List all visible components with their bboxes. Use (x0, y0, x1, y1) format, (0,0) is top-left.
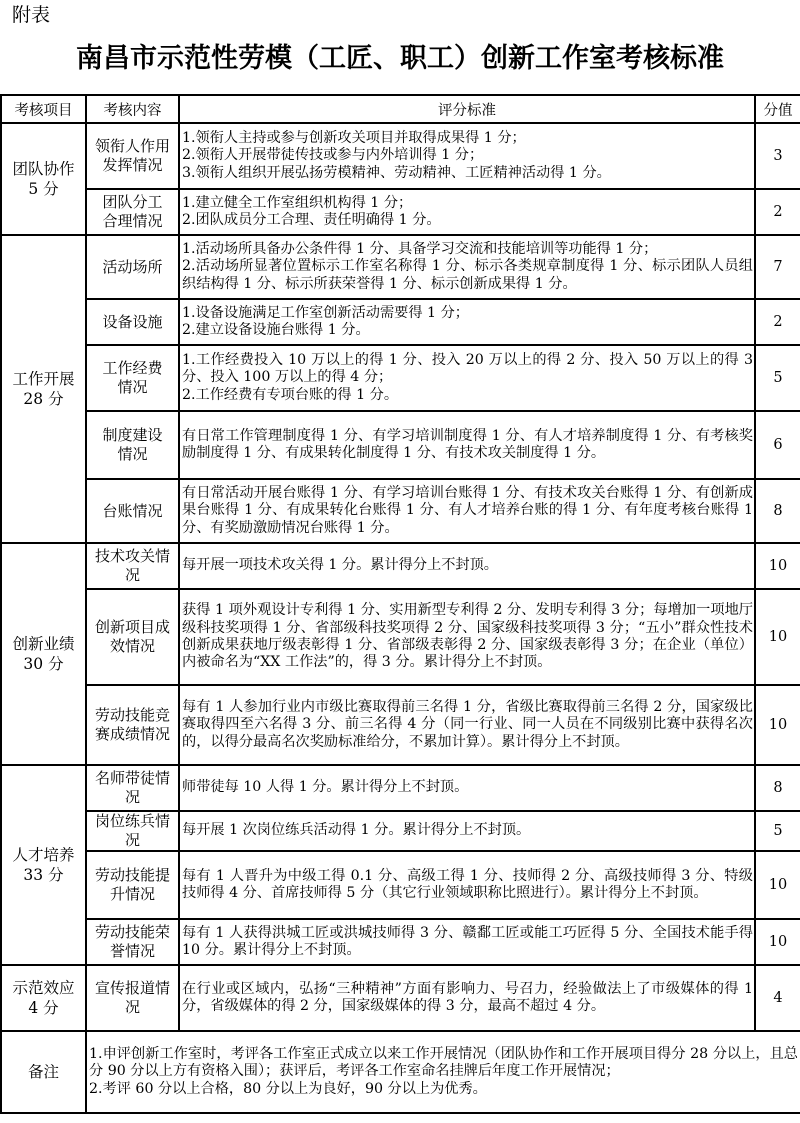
remarks-label: 备注 (1, 1031, 86, 1113)
text-line: 1.建立健全工作室组织机构得 1 分； (182, 194, 413, 211)
table-body (1, 123, 800, 1113)
text-line: 岗位练兵情 (94, 812, 170, 830)
text-line: 宣传报道情 (94, 979, 170, 997)
text-line: 1.活动场所具备办公条件得 1 分、具备学习交流和技能培训等功能得 1 分； (182, 241, 658, 258)
remarks-text (86, 1031, 800, 1113)
criteria-cell (179, 685, 755, 765)
text-line: 3.领衔人组织开展弘扬劳模精神、劳动精神、工匠精神活动得 1 分。 (182, 164, 611, 181)
text-line: 团队协作 (12, 160, 75, 178)
text-line: 设备设施 (102, 312, 163, 331)
table-row (1, 299, 800, 345)
text-line: 情况 (117, 378, 148, 396)
text-line: 况 (124, 831, 140, 849)
page-title: 南昌市示范性劳模（工匠、职工）创新工作室考核标准 (76, 43, 724, 74)
text-line: 2.建立设备设施台账得 1 分。 (182, 322, 370, 338)
criteria-cell (179, 589, 755, 685)
remarks-row (1, 1031, 800, 1113)
content-cell (86, 685, 179, 765)
text-line: 每开展 1 次岗位练兵活动得 1 分。累计得分上不封顶。 (182, 822, 531, 839)
score-cell: 2 (755, 299, 800, 345)
text-line: 况 (124, 998, 140, 1016)
content-cell (86, 189, 179, 235)
text-line: 每开展一项技术攻关得 1 分。累计得分上不封顶。 (182, 557, 498, 574)
criteria-cell (179, 543, 755, 589)
content-cell (86, 235, 179, 299)
table-row (1, 919, 800, 965)
table-row (1, 685, 800, 765)
assessment-table (0, 94, 800, 1114)
text-line: 有日常活动开展台账得 1 分、有学习培训台账得 1 分、有技术攻关台账得 1 分、有创新成果台账得 1 分、有成果转化台账得 1 分、有人才培养台账的得 1 分、有年度考核台账得 1 分、有奖励激励情况台账得 1 分。 (182, 485, 753, 536)
criteria-cell (179, 479, 755, 543)
text-line: 师带徒每 10 人得 1 分。累计得分上不封顶。 (182, 779, 469, 796)
content-cell (86, 411, 179, 479)
text-line: 2.领衔人开展带徒传技或参与内外培训得 1 分； (182, 147, 484, 164)
header-content: 考核内容 (86, 95, 179, 123)
content-cell (86, 765, 179, 811)
text-line: 获得 1 项外观设计专利得 1 分、实用新型专利得 2 分、发明专利得 3 分；每增加一项地厅级科技奖项得 1 分、省部级科技奖项得 2 分、国家级科技奖项得 3 分；“五小”群众性技术创新成果获地厅级表彰得 1 分、省部级表彰得 2 分、国家级表彰得 3 分；在企业（单位）内被命名为“XX 工作法”的，得 3 分。累计得分上不封顶。 (182, 602, 753, 671)
text-line: 1.领衔人主持或参与创新攻关项目并取得成果得 1 分； (182, 130, 526, 147)
text-line: 28 分 (23, 390, 64, 408)
text-line: 劳动技能荣 (94, 923, 170, 941)
score-cell: 6 (755, 411, 800, 479)
criteria-cell (179, 411, 755, 479)
score-cell: 4 (755, 965, 800, 1031)
header-item: 考核项目 (1, 95, 86, 123)
score-cell: 3 (755, 123, 800, 189)
table-row (1, 965, 800, 1031)
text-line: 每有 1 人晋升为中级工得 0.1 分、高级工得 1 分、技师得 2 分、高级技师得 3 分、特级技师得 4 分、首席技师得 5 分（其它行业领域职称比照进行）。累计得分上不封顶。 (182, 867, 753, 901)
text-line: 30 分 (23, 655, 64, 673)
content-cell (86, 965, 179, 1031)
score-cell: 2 (755, 189, 800, 235)
text-line: 工作开展 (12, 370, 75, 388)
table-row (1, 123, 800, 189)
text-line: 团队分工 (102, 193, 163, 211)
text-line: 况 (124, 788, 140, 806)
score-cell: 8 (755, 479, 800, 543)
text-line: 工作经费 (102, 359, 163, 377)
text-line: 1.申评创新工作室时，考评各工作室正式成立以来工作开展情况（团队协作和工作开展项目得分 28 分以上，且总分 90 分以上方有资格入围）；获评后，考评各工作室命名挂牌后年度工作开展情况； (89, 1046, 798, 1080)
table-row (1, 479, 800, 543)
text-line: 每有 1 人获得洪城工匠或洪城技师得 3 分、赣鄱工匠或能工巧匠得 5 分、全国技术能手得 10 分。累计得分上不封顶。 (182, 924, 753, 958)
text-line: 效情况 (109, 637, 155, 655)
content-cell (86, 123, 179, 189)
content-cell (86, 345, 179, 411)
text-line: 技术攻关情 (94, 547, 170, 565)
table-row (1, 851, 800, 919)
text-line: 在行业或区域内，弘扬“三种精神”方面有影响力、号召力，经验做法上了市级媒体的得 1 分，省级媒体的得 2 分，国家级媒体的得 3 分，最高不超过 4 分。 (182, 980, 753, 1014)
text-line: 活动场所 (102, 257, 163, 276)
content-cell (86, 479, 179, 543)
text-line: 劳动技能提 (94, 866, 170, 884)
score-cell: 5 (755, 345, 800, 411)
text-line: 情况 (117, 445, 148, 463)
text-line: 2.活动场所显著位置标示工作室名称得 1 分、标示各类规章制度得 1 分、标示团队人员组织结构得 1 分、标示所获荣誉得 1 分、标示创新成果得 1 分。 (182, 258, 753, 292)
text-line: 况 (124, 566, 140, 584)
header-criteria: 评分标准 (179, 95, 755, 123)
header-score: 分值 (755, 95, 800, 123)
criteria-cell (179, 919, 755, 965)
score-cell: 8 (755, 765, 800, 811)
score-cell: 10 (755, 543, 800, 589)
text-line: 合理情况 (102, 212, 163, 230)
table-row (1, 811, 800, 851)
text-line: 劳动技能竞 (94, 706, 170, 724)
criteria-cell (179, 851, 755, 919)
text-line: 发挥情况 (102, 156, 163, 174)
text-line: 2.团队成员分工合理、责任明确得 1 分。 (182, 212, 441, 228)
category-cell (1, 765, 86, 965)
table-row (1, 345, 800, 411)
criteria-cell (179, 235, 755, 299)
text-line: 台账情况 (102, 501, 163, 520)
text-line: 示范效应 (12, 979, 75, 997)
table-header-row (1, 95, 800, 123)
text-line: 赛成绩情况 (94, 725, 170, 743)
text-line: 1.工作经费投入 10 万以上的得 1 分、投入 20 万以上的得 2 分、投入 50 万以上的得 3 分、投入 100 万以上的得 4 分； (182, 352, 753, 386)
criteria-cell (179, 765, 755, 811)
text-line: 创新项目成 (94, 618, 170, 636)
score-cell: 7 (755, 235, 800, 299)
table-row (1, 235, 800, 299)
category-cell (1, 543, 86, 765)
text-line: 4 分 (28, 999, 59, 1017)
text-line: 有日常工作管理制度得 1 分、有学习培训制度得 1 分、有人才培养制度得 1 分、有考核奖励制度得 1 分、有成果转化制度得 1 分、有技术攻关制度得 1 分。 (182, 427, 753, 461)
criteria-cell (179, 299, 755, 345)
score-cell: 5 (755, 811, 800, 851)
score-cell: 10 (755, 851, 800, 919)
text-line: 名师带徒情 (94, 769, 170, 787)
table-row (1, 543, 800, 589)
category-cell (1, 123, 86, 235)
criteria-cell (179, 345, 755, 411)
score-cell: 10 (755, 589, 800, 685)
text-line: 每有 1 人参加行业内市级比赛取得前三名得 1 分，省级比赛取得前三名得 2 分，国家级比赛取得四至六名得 3 分、前三名得 4 分（同一行业、同一人员在不同级别比赛中获得名次的，以得分最高名次奖励标准给分，不累加计算）。累计得分上不封顶。 (182, 699, 753, 750)
content-cell (86, 811, 179, 851)
criteria-cell (179, 189, 755, 235)
text-line: 人才培养 (12, 846, 75, 864)
text-line: 33 分 (23, 866, 64, 884)
content-cell (86, 851, 179, 919)
criteria-cell (179, 965, 755, 1031)
text-line: 5 分 (28, 180, 59, 198)
content-cell (86, 589, 179, 685)
category-cell (1, 965, 86, 1031)
text-line: 创新业绩 (12, 635, 75, 653)
category-cell (1, 235, 86, 543)
criteria-cell (179, 811, 755, 851)
text-line: 领衔人作用 (94, 137, 170, 155)
table-row (1, 411, 800, 479)
content-cell (86, 299, 179, 345)
text-line: 誉情况 (109, 942, 155, 960)
content-cell (86, 919, 179, 965)
text-line: 1.设备设施满足工作室创新活动需要得 1 分； (182, 304, 469, 321)
text-line: 制度建设 (102, 426, 163, 444)
score-cell: 10 (755, 685, 800, 765)
text-line: 升情况 (109, 885, 155, 903)
text-line: 2.考评 60 分以上合格，80 分以上为良好，90 分以上为优秀。 (89, 1080, 487, 1097)
table-row (1, 189, 800, 235)
table-row (1, 589, 800, 685)
annex-label: 附表 (12, 4, 51, 26)
score-cell: 10 (755, 919, 800, 965)
content-cell (86, 543, 179, 589)
table-row (1, 765, 800, 811)
text-line: 2.工作经费有专项台账的得 1 分。 (182, 386, 399, 403)
criteria-cell (179, 123, 755, 189)
